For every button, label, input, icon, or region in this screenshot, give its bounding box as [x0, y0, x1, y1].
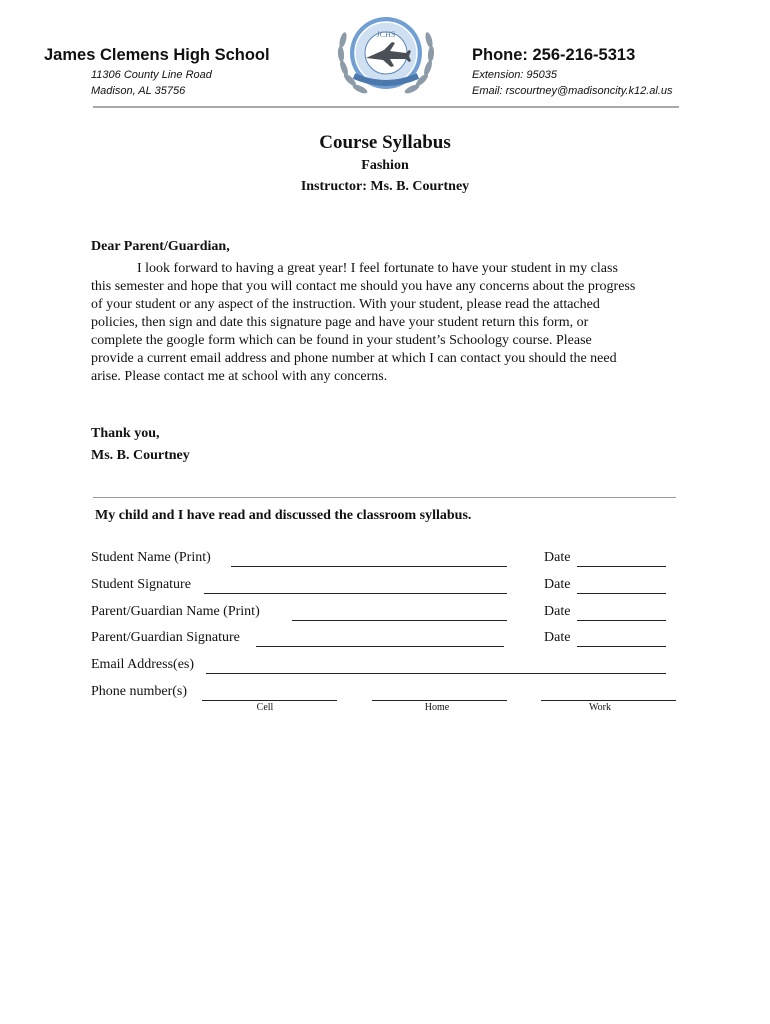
letter-line: arise. Please contact me at school with any concerns.: [91, 369, 388, 384]
letter-line: policies, then sign and date this signature page and have your student return this form, or: [91, 315, 589, 330]
section-divider: [93, 497, 676, 498]
phone-home-field[interactable]: [372, 700, 507, 701]
letter-line: this semester and hope that you will contact me should you have any concerns about the progress: [91, 279, 636, 294]
phone-work-field[interactable]: [541, 700, 676, 701]
letter-line: provide a current email address and phone number at which I can contact you should the need: [91, 351, 617, 366]
letter-line: I look forward to having a great year! I feel fortunate to have your student in my class: [137, 261, 618, 276]
header-divider: [93, 106, 679, 108]
email-address: Email: rscourtney@madisoncity.k12.al.us: [472, 85, 673, 97]
salutation: Dear Parent/Guardian,: [91, 239, 230, 254]
parent-signature-field[interactable]: [256, 646, 504, 647]
parent-signature-label: Parent/Guardian Signature: [91, 630, 240, 645]
date-label: Date: [544, 604, 571, 619]
logo-text: JCHS: [376, 30, 396, 39]
letter-line: of your student or any aspect of the instruction. With your student, please read the attached: [91, 297, 600, 312]
phone-label: Phone number(s): [91, 684, 188, 699]
letter-body: [91, 260, 681, 386]
phone-number: Phone: 256-216-5313: [472, 46, 636, 64]
closing: Thank you,: [91, 426, 160, 441]
signature-name: Ms. B. Courtney: [91, 448, 190, 463]
phone-home-label: Home: [424, 702, 450, 713]
parent-name-label: Parent/Guardian Name (Print): [91, 604, 260, 619]
school-logo: [332, 6, 440, 102]
parent-name-field[interactable]: [292, 620, 507, 621]
email-field[interactable]: [206, 673, 666, 674]
email-label: Email Address(es): [91, 657, 195, 672]
phone-cell-label: Cell: [256, 702, 274, 713]
address-line-2: Madison, AL 35756: [91, 85, 186, 97]
instructor-name: Instructor: Ms. B. Courtney: [300, 179, 470, 194]
phone-work-label: Work: [589, 702, 611, 713]
date-label: Date: [544, 550, 571, 565]
acknowledgement-statement: My child and I have read and discussed the classroom syllabus.: [95, 508, 472, 523]
student-name-date-field[interactable]: [577, 566, 666, 567]
course-subject: Fashion: [361, 158, 409, 173]
student-name-field[interactable]: [231, 566, 507, 567]
extension: Extension: 95035: [472, 69, 558, 81]
parent-signature-date-field[interactable]: [577, 646, 666, 647]
student-signature-field[interactable]: [204, 593, 507, 594]
date-label: Date: [544, 630, 571, 645]
student-signature-date-field[interactable]: [577, 593, 666, 594]
parent-name-date-field[interactable]: [577, 620, 666, 621]
date-label: Date: [544, 577, 571, 592]
document-title: Course Syllabus: [319, 132, 451, 153]
student-name-label: Student Name (Print): [91, 550, 211, 565]
school-name: James Clemens High School: [44, 46, 270, 64]
student-signature-label: Student Signature: [91, 577, 191, 592]
phone-cell-field[interactable]: [202, 700, 337, 701]
letter-line: complete the google form which can be found in your student’s Schoology course. Please: [91, 333, 592, 348]
address-line-1: 11306 County Line Road: [91, 69, 212, 81]
